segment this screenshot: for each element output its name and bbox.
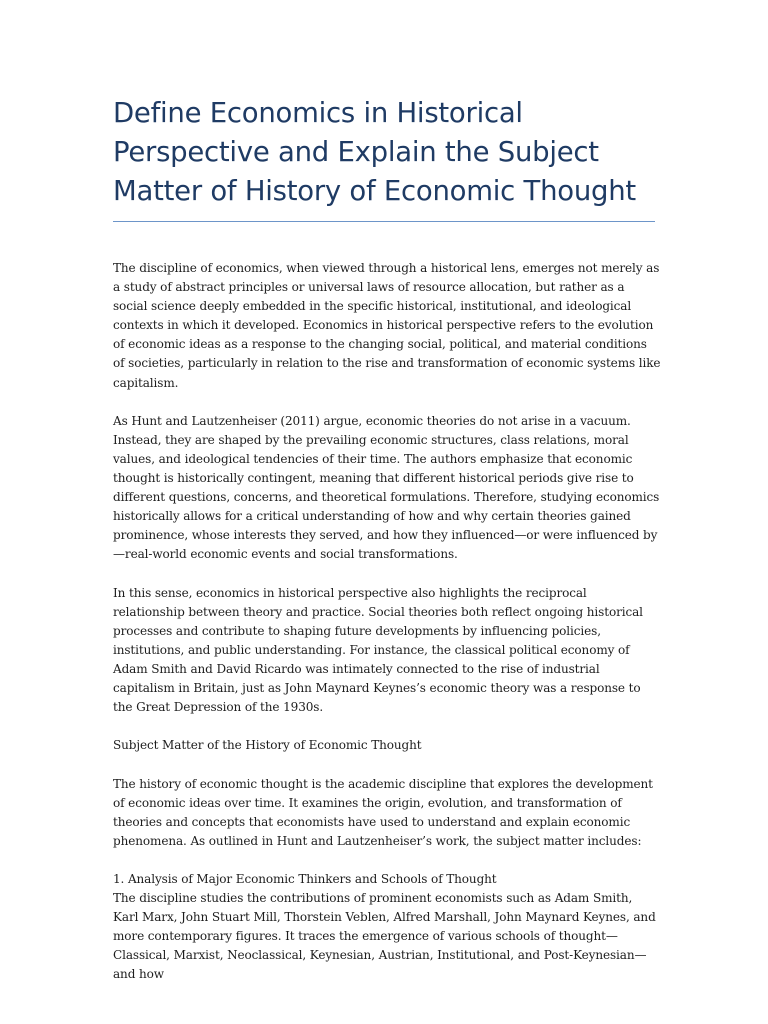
body-paragraph: The discipline of economics, when viewed through a historical lens, emerges not merely as a study of abstract principles or universal laws of resource allocation, but rather as a social science deeply embedded in the specific historical, institutional, and ideological contexts in which it developed. Economics in historical perspective refers to the evolution of economic ideas as a response to the changing social, political, and material conditions of societies, particularly in relation to the rise and transformation of economic systems like capitalism. (113, 261, 661, 390)
document-title: Define Economics in Historical Perspective and Explain the Subject Matter of History of Economic Thought (113, 97, 636, 207)
body-paragraph: The history of economic thought is the academic discipline that explores the development of economic ideas over time. It examines the origin, evolution, and transformation of theories and concepts that economists have used to understand and explain economic phenomena. As outlined in Hunt and Lautzenheiser’s work, the subject matter includes: (113, 776, 653, 848)
body-paragraph: In this sense, economics in historical perspective also highlights the reciprocal relationship between theory and practice. Social theories both reflect ongoing historical processes and contribute to shaping future developments by influencing policies, institutions, and public understanding. For instance, the classical political economy of Adam Smith and David Ricardo was intimately connected to the rise of industrial capitalism in Britain, just as John Maynard Keynes’s economic theory was a response to the Great Depression of the 1930s. (113, 585, 643, 715)
section-heading: Subject Matter of the History of Economic Thought (113, 738, 422, 753)
document-body (113, 259, 661, 1004)
body-paragraph: As Hunt and Lautzenheiser (2011) argue, economic theories do not arise in a vacuum. Instead, they are shaped by the prevailing economic structures, class relations, moral values, and ideological tendencies of their time. The authors emphasize that economic thought is historically contingent, meaning that different historical periods give rise to different questions, concerns, and theoretical formulations. Therefore, studying economics historically allows for a critical understanding of how and why certain theories gained prominence, whose interests they served, and how they influenced—or were influenced by—real-world economic events and social transformations. (113, 413, 660, 562)
subsection-heading: 1. Analysis of Major Economic Thinkers and Schools of Thought (113, 872, 497, 886)
body-paragraph: The discipline studies the contributions of prominent economists such as Adam Smith, Karl Marx, John Stuart Mill, Thorstein Veblen, Alfred Marshall, John Maynard Keynes, and more contemporary figures. It traces the emergence of various schools of thought—Classical, Marxist, Neoclassical, Keynesian, Austrian, Institutional, and Post-Keynesian—and how (113, 891, 656, 982)
title-underline-divider (113, 221, 655, 222)
